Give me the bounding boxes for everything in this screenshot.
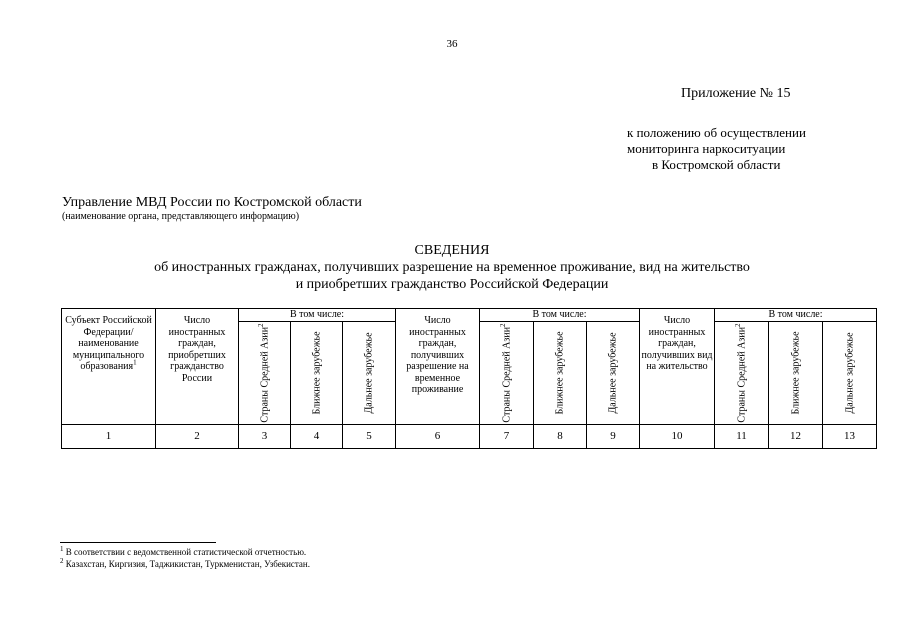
regulation-reference — [627, 125, 806, 173]
header-group: В том числе: — [480, 309, 640, 322]
subheader-central-asia: Страны Средней Азии$^2$ — [239, 322, 291, 425]
subheader-far-abroad: Дальнее зарубежье — [823, 322, 877, 425]
regulation-line: мониторинга наркоситуации — [627, 141, 786, 156]
report-table — [61, 308, 877, 449]
header-residence-permit: Число иностранных граждан, получивших вид на жительство — [640, 309, 715, 425]
subheader-far-abroad: Дальнее зарубежье — [343, 322, 396, 425]
document-title — [0, 242, 904, 293]
column-number: 11 — [715, 425, 769, 449]
column-number-row — [62, 425, 877, 449]
appendix-label: Приложение № 15 — [681, 86, 791, 101]
column-number: 4 — [291, 425, 343, 449]
page-number: 36 — [446, 38, 458, 50]
column-number: 12 — [769, 425, 823, 449]
title-line: и приобретших гражданство Российской Федерации — [295, 277, 609, 292]
agency-note: (наименование органа, представляющего информацию) — [62, 211, 300, 222]
column-number: 8 — [534, 425, 587, 449]
title-main: СВЕДЕНИЯ — [414, 243, 490, 258]
column-number: 9 — [587, 425, 640, 449]
subheader-near-abroad: Ближнее зарубежье — [534, 322, 587, 425]
footnote-divider — [60, 542, 216, 543]
column-number: 13 — [823, 425, 877, 449]
subheader-near-abroad: Ближнее зарубежье — [769, 322, 823, 425]
column-number: 3 — [239, 425, 291, 449]
column-number: 7 — [480, 425, 534, 449]
column-number: 6 — [396, 425, 480, 449]
agency-name: Управление МВД России по Костромской области — [62, 195, 362, 210]
column-number: 5 — [343, 425, 396, 449]
column-number: 1 — [62, 425, 156, 449]
header-temp-residence: Число иностранных граждан, получивших разрешение на временное проживание — [396, 309, 480, 425]
column-number: 2 — [156, 425, 239, 449]
subheader-far-abroad: Дальнее зарубежье — [587, 322, 640, 425]
column-number: 10 — [640, 425, 715, 449]
title-line: об иностранных гражданах, получивших разрешение на временное проживание, вид на жительство — [154, 260, 750, 275]
header-citizenship: Число иностранных граждан, приобретших гражданство России — [156, 309, 239, 425]
footnote: $^2$ Казахстан, Киргизия, Таджикистан, Туркменистан, Узбекистан. — [60, 557, 310, 569]
regulation-line: в Костромской области — [652, 157, 781, 172]
footnote: $^1$ В соответствии с ведомственной статистической отчетностью. — [60, 545, 307, 557]
subheader-central-asia: Страны Средней Азии$^2$ — [715, 322, 769, 425]
regulation-line: к положению об осуществлении — [627, 125, 806, 140]
subheader-central-asia: Страны Средней Азии$^2$ — [480, 322, 534, 425]
header-group: В том числе: — [715, 309, 877, 322]
header-subject: Субъект Российской Федерации/ наименование муниципального образования$^1$ — [62, 309, 156, 425]
header-group: В том числе: — [239, 309, 396, 322]
footnotes — [60, 546, 310, 570]
subheader-near-abroad: Ближнее зарубежье — [291, 322, 343, 425]
